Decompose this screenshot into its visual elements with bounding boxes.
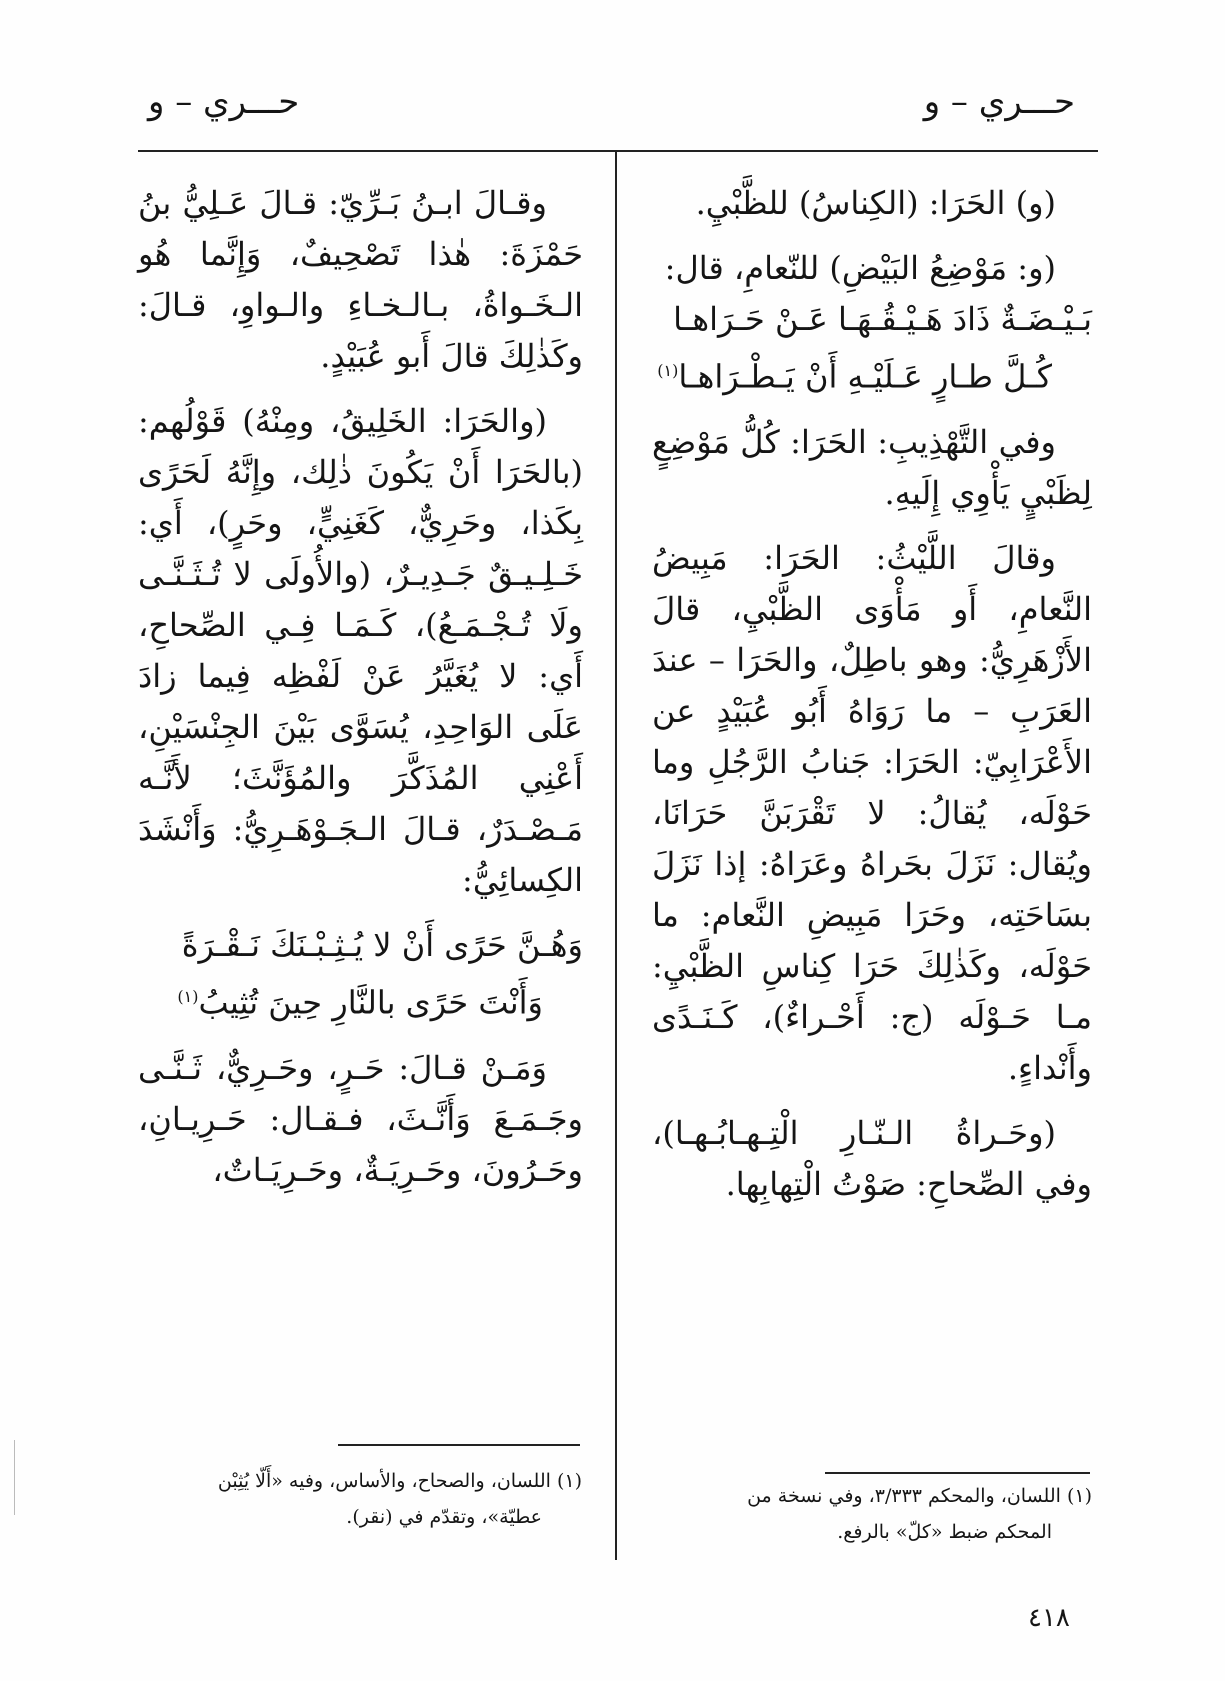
left-column — [138, 178, 583, 1196]
right-column — [652, 178, 1092, 1210]
scan-edge-mark — [14, 1440, 15, 1515]
verse-line — [652, 345, 1092, 403]
footnote-marker: (١) — [177, 987, 199, 1006]
entry-paragraph: (و: مَوْضِعُ البَيْضِ) للنّعامِ، قال: — [664, 249, 1056, 287]
footnote-line: المحكم ضبط «كلّ» بالرفع. — [837, 1521, 1052, 1543]
header-rule — [138, 150, 1098, 152]
entry-paragraph: (و) الحَرَا: (الكِناسُ) للظَّبْيِ. — [695, 184, 1056, 222]
entry-paragraph: (وحَـراةُ الـنّـارِ الْتِـهـابُـهـا)، وفي الصِّحاحِ: صَوْتُ الْتِهابِها. — [652, 1113, 1092, 1203]
entry-paragraph: وقالَ اللَّيْثُ: الحَرَا: مَبِيضُ النَّعامِ، أَو مَأْوَى الظَّبْيِ، قالَ الأَزْهَرِيُّ: وهو باطِلٌ، والحَرَا – عندَ العَرَبِ – ما رَوَاهُ أَبُو عُبَيْدٍ عن الأَعْرَابِيّ: الحَرَا: جَنابُ الرَّجُلِ وما حَوْلَه، يُقالُ: لا تَقْرَبَنَّ حَرَانَا، ويُقال: نَزَلَ بحَراهُ وعَرَاهُ: إذا نَزَلَ بسَاحَتِه، وحَرَا مَبِيضِ النَّعام: ما حَوْلَه، وكَذٰلِكَ حَرَا كِناسِ الظَّبْيِ: مـا حَـوْلَه (ج: أَحْـراءٌ)، كَـنَـدًى وأَنْداءٍ. — [652, 538, 1092, 1087]
footnote-line: (١) اللسان، والصحاح، والأساس، وفيه «أَلّا يُثِبْن — [217, 1470, 582, 1492]
column-divider — [615, 150, 617, 1560]
entry-paragraph: وقـالَ ابـنُ بَـرِّيّ: قـالَ عَـلِيُّ بنُ حَمْزَةَ: هٰذا تَصْحِيفٌ، وَإِنَّما هُو الـخَـواةُ، بـالـخـاءِ والـواوِ، قـالَ: وكَذٰلِكَ قالَ أَبو عُبَيْدٍ. — [138, 184, 583, 375]
footnote-left — [140, 1463, 582, 1535]
verse-text: كُـلَّ طـارٍ عَـلَيْـهِ أَنْ يَـطْـرَاهـا — [678, 357, 1052, 396]
page-number: ٤١٨ — [1028, 1603, 1070, 1633]
footnote-line: عطيّة»، وتقدّم في (نقر). — [346, 1506, 542, 1528]
verse-line: بَـيْـضَـةٌ ذَادَ هَـيْـقُـهَـا عَـنْ حَـرَاهـا — [673, 300, 1092, 338]
verse-line: وَهُـنَّ حَرًى أَنْ لا يُـثِـبْـنَكَ نَـقْـرَةً — [181, 926, 583, 964]
footnote-marker: (١) — [657, 361, 679, 380]
verse-line — [138, 971, 583, 1029]
footnote-line: (١) اللسان، والمحكم ٣/٣٣٣، وفي نسخة من — [747, 1485, 1092, 1507]
entry-paragraph: وفي التَّهْذِيبِ: الحَرَا: كُلُّ مَوْضِعٍ لِظَبْيٍ يَأْوِي إِلَيهِ. — [652, 422, 1092, 512]
entry-paragraph: وَمَـنْ قـالَ: حَـرٍ، وحَـرِيٌّ، ثَـنَّـى وجَـمَـعَ وَأَنَّـثَ، فـقـال: حَـرِيـانِ، وحَـرُونَ، وحَـرِيَـةٌ، وحَـرِيَـاتٌ، — [138, 1048, 583, 1189]
running-header-left: حـــري – و — [148, 82, 300, 122]
verse-text: وَأَنْتَ حَرًى بالنَّارِ حِينَ تُثِيبُ — [198, 983, 543, 1022]
running-header-right: حـــري – و — [923, 82, 1075, 122]
footnote-rule-left — [338, 1444, 580, 1446]
entry-paragraph: (والحَرَا: الخَلِيقُ، ومِنْهُ) قَوْلُهم: (بالحَرَا أَنْ يَكُونَ ذٰلِك، وإِنَّهُ لَحَرًى بِكَذا، وحَرِيٌّ، كَغَنِيٍّ، وحَرٍ)، أَي: خَـلِـيـقٌ جَـدِيـرٌ، (والأُولَى لا تُـثَـنَّـى ولَا تُـجْـمَـعُ)، كَـمَـا فِـي الصِّحاحِ، أَي: لا يُغَيَّرُ عَنْ لَفْظِه فِيما زادَ عَلَى الوَاحِدِ، يُسَوَّى بَيْنَ الجِنْسَيْنِ، أَعْنِي المُذَكَّرَ والمُؤَنَّثَ؛ لأَنَّـه مَـصْـدَرٌ، قـالَ الـجَـوْهَـرِيُّ: وَأَنْشَدَ الكِسائِيُّ: — [138, 402, 583, 899]
footnote-rule-right — [825, 1472, 1090, 1474]
footnote-right — [660, 1478, 1092, 1550]
